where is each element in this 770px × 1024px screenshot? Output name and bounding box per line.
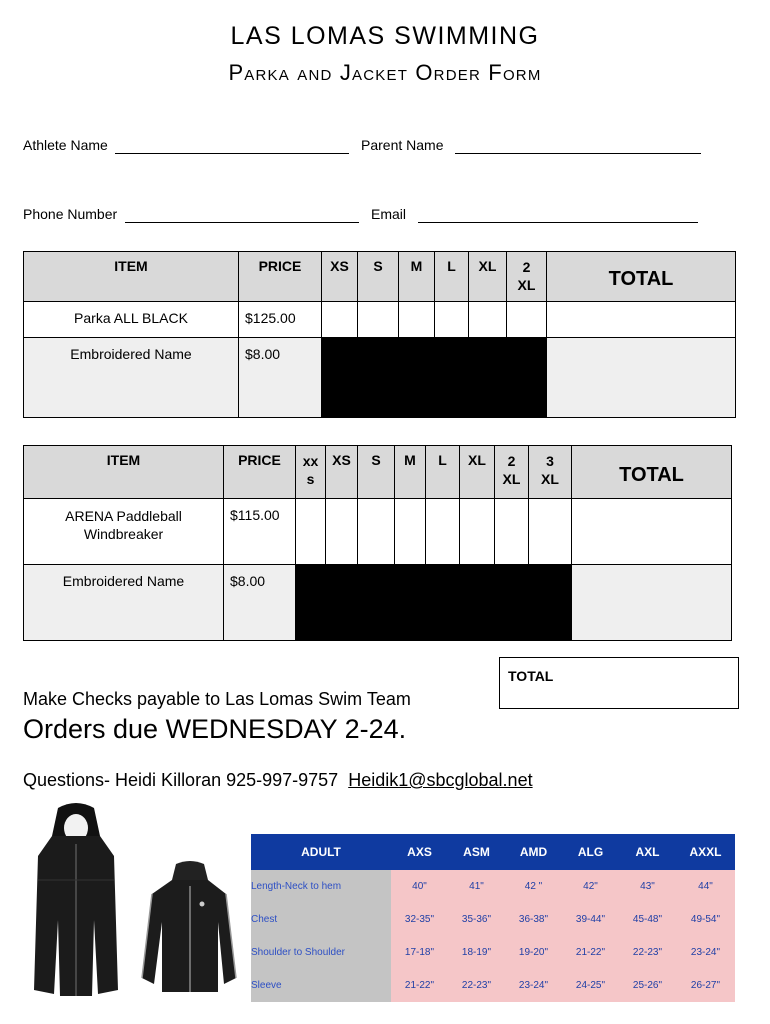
table-row (24, 565, 732, 641)
size-chart-cell: 43" (619, 870, 676, 903)
price-cell: $115.00 (224, 499, 296, 565)
size-chart-label: Sleeve (251, 969, 391, 1002)
qty-cell-2xl[interactable] (507, 302, 547, 338)
questions-text: Questions- Heidi Killoran 925-997-9757 (23, 770, 339, 790)
price-cell: $8.00 (239, 338, 322, 418)
qty-cell-xs[interactable] (322, 302, 358, 338)
size-header-2xl: 2 XL (507, 252, 547, 302)
questions-line (23, 770, 533, 791)
row-total-cell[interactable] (572, 565, 732, 641)
page-title: LAS LOMAS SWIMMING (230, 22, 540, 50)
blocked-cell (469, 338, 507, 418)
windbreaker-order-table (23, 445, 732, 641)
size-chart-header: AXL (619, 834, 676, 870)
table-row (251, 903, 735, 936)
size-chart-header: AXS (391, 834, 448, 870)
size-chart-label: Shoulder to Shoulder (251, 936, 391, 969)
size-chart-cell: 24-25" (562, 969, 619, 1002)
size-header-xs: XS (322, 252, 358, 302)
size-chart-cell: 23-24" (676, 936, 735, 969)
size-chart-cell: 32-35" (391, 903, 448, 936)
size-chart-cell: 44" (676, 870, 735, 903)
qty-cell-m[interactable] (395, 499, 426, 565)
size-header-s: S (358, 446, 395, 499)
qty-cell-xl[interactable] (460, 499, 495, 565)
qty-cell-xxs[interactable] (296, 499, 326, 565)
qty-cell-s[interactable] (358, 302, 399, 338)
qty-cell-l[interactable] (426, 499, 460, 565)
size-chart-header-row (251, 834, 735, 870)
price-cell: $8.00 (224, 565, 296, 641)
total-header: TOTAL (572, 446, 732, 499)
item-cell: ARENA Paddleball Windbreaker (24, 499, 224, 565)
size-header-xxs: xx s (296, 446, 326, 499)
blocked-cell (435, 338, 469, 418)
item-cell: Embroidered Name (24, 565, 224, 641)
size-chart-header: ALG (562, 834, 619, 870)
phone-number-label: Phone Number (23, 206, 118, 222)
size-chart-header: ADULT (251, 834, 391, 870)
size-chart-cell: 40" (391, 870, 448, 903)
item-header: ITEM (24, 252, 239, 302)
size-chart-cell: 21-22" (391, 969, 448, 1002)
size-chart-cell: 45-48" (619, 903, 676, 936)
size-chart-cell: 19-20" (505, 936, 562, 969)
size-chart-cell: 22-23" (448, 969, 505, 1002)
table-row (251, 936, 735, 969)
blocked-cell (326, 565, 358, 641)
qty-cell-2xl[interactable] (495, 499, 529, 565)
parka-image (28, 800, 124, 1000)
size-chart-cell: 35-36" (448, 903, 505, 936)
blocked-cell (426, 565, 460, 641)
size-chart-label: Length-Neck to hem (251, 870, 391, 903)
item-cell: Embroidered Name (24, 338, 239, 418)
size-header-xl: XL (469, 252, 507, 302)
blocked-cell (395, 565, 426, 641)
qty-cell-xl[interactable] (469, 302, 507, 338)
size-chart-cell: 18-19" (448, 936, 505, 969)
table-header-row (24, 446, 732, 499)
phone-number-field[interactable] (125, 221, 359, 223)
size-header-l: L (426, 446, 460, 499)
size-chart-cell: 17-18" (391, 936, 448, 969)
parent-name-label: Parent Name (361, 137, 444, 153)
row-total-cell[interactable] (547, 302, 736, 338)
size-chart-label: Chest (251, 903, 391, 936)
parka-order-table (23, 251, 736, 418)
page-subtitle: Parka and Jacket Order Form (228, 60, 542, 85)
row-total-cell[interactable] (547, 338, 736, 418)
qty-cell-s[interactable] (358, 499, 395, 565)
size-chart-cell: 39-44" (562, 903, 619, 936)
blocked-cell (399, 338, 435, 418)
email-label: Email (371, 206, 407, 222)
row-total-cell[interactable] (572, 499, 732, 565)
orders-due-text: Orders due WEDNESDAY 2-24. (23, 714, 407, 744)
size-chart-cell: 26-27" (676, 969, 735, 1002)
size-chart-cell: 22-23" (619, 936, 676, 969)
price-header: PRICE (224, 446, 296, 499)
size-chart-header: ASM (448, 834, 505, 870)
checks-payable-text: Make Checks payable to Las Lomas Swim Team (23, 689, 411, 709)
size-chart-cell: 42" (562, 870, 619, 903)
qty-cell-l[interactable] (435, 302, 469, 338)
price-cell: $125.00 (239, 302, 322, 338)
blocked-cell (529, 565, 572, 641)
windbreaker-image (138, 860, 238, 1000)
price-header: PRICE (239, 252, 322, 302)
blocked-cell (358, 565, 395, 641)
size-header-xs: XS (326, 446, 358, 499)
item-header: ITEM (24, 446, 224, 499)
size-chart-cell: 49-54" (676, 903, 735, 936)
table-row (251, 969, 735, 1002)
athlete-name-field[interactable] (115, 152, 349, 154)
size-header-xl: XL (460, 446, 495, 499)
grand-total-box[interactable] (499, 657, 739, 709)
parent-name-field[interactable] (455, 152, 701, 154)
blocked-cell (507, 338, 547, 418)
qty-cell-3xl[interactable] (529, 499, 572, 565)
size-chart-cell: 42 " (505, 870, 562, 903)
size-header-m: M (399, 252, 435, 302)
size-chart-cell: 41" (448, 870, 505, 903)
total-header: TOTAL (547, 252, 736, 302)
blocked-cell (460, 565, 495, 641)
blocked-cell (296, 565, 326, 641)
qty-cell-xs[interactable] (326, 499, 358, 565)
size-chart-header: AXXL (676, 834, 735, 870)
size-chart-cell: 25-26" (619, 969, 676, 1002)
item-cell: Parka ALL BLACK (24, 302, 239, 338)
size-chart-cell: 23-24" (505, 969, 562, 1002)
grand-total-label: TOTAL (508, 668, 554, 684)
athlete-name-label: Athlete Name (23, 137, 108, 153)
size-chart-cell: 36-38" (505, 903, 562, 936)
email-field[interactable] (418, 221, 698, 223)
size-header-m: M (395, 446, 426, 499)
size-header-3xl: 3 XL (529, 446, 572, 499)
blocked-cell (322, 338, 358, 418)
size-header-s: S (358, 252, 399, 302)
size-header-2xl: 2 XL (495, 446, 529, 499)
table-row (24, 338, 736, 418)
size-chart-cell: 21-22" (562, 936, 619, 969)
table-row (24, 499, 732, 565)
table-row (24, 302, 736, 338)
size-header-l: L (435, 252, 469, 302)
table-header-row (24, 252, 736, 302)
contact-email-link[interactable]: Heidik1@sbcglobal.net (348, 770, 533, 790)
blocked-cell (358, 338, 399, 418)
qty-cell-m[interactable] (399, 302, 435, 338)
size-chart-header: AMD (505, 834, 562, 870)
table-row (251, 870, 735, 903)
size-chart-table (251, 834, 735, 1002)
blocked-cell (495, 565, 529, 641)
